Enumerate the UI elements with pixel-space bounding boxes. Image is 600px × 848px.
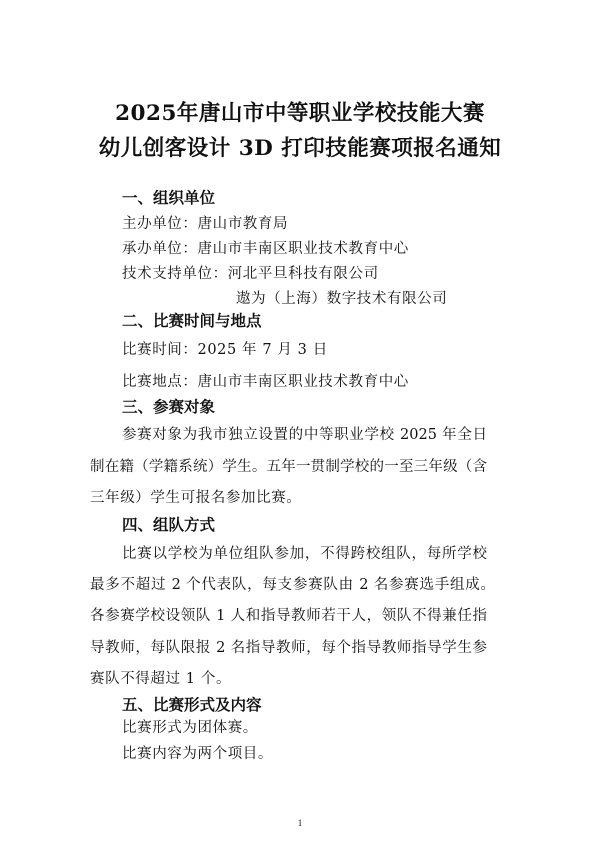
team-format-line-1: 比赛以学校为单位组队参加，不得跨校组队，每所学校 xyxy=(122,546,487,562)
competition-place: 比赛地点：唐山市丰南区职业技术教育中心 xyxy=(122,374,409,390)
participants-line-1: 参赛对象为我市独立设置的中等职业学校 2025 年全日 xyxy=(122,427,487,443)
participants-line-3: 三年级）学生可报名参加比赛。 xyxy=(90,490,302,506)
host-unit: 主办单位：唐山市教育局 xyxy=(122,216,289,232)
team-format-line-2: 最多不超过 2 个代表队，每支参赛队由 2 名参赛选手组成。 xyxy=(90,577,495,593)
tech-support-unit: 技术支持单位：河北平旦科技有限公司 xyxy=(122,266,379,282)
team-format-line-5: 赛队不得超过 1 个。 xyxy=(90,671,232,687)
form-line-2: 比赛内容为两个项目。 xyxy=(122,746,273,762)
section-heading-time-place: 二、比赛时间与地点 xyxy=(122,311,262,330)
competition-time: 比赛时间：2025 年 7 月 3 日 xyxy=(122,342,328,358)
section-heading-participants: 三、参赛对象 xyxy=(122,397,216,416)
organizer-unit: 承办单位：唐山市丰南区职业技术教育中心 xyxy=(122,241,409,257)
page-number: 1 xyxy=(297,818,303,828)
page-title-line1: 2025年唐山市中等职业学校技能大赛 xyxy=(115,101,485,126)
section-heading-organizers: 一、组织单位 xyxy=(122,188,216,207)
section-heading-team-format: 四、组队方式 xyxy=(122,515,216,534)
participants-line-2: 制在籍（学籍系统）学生。五年一贯制学校的一至三年级（含 xyxy=(90,459,487,475)
page-title-line2: 幼儿创客设计 3D 打印技能赛项报名通知 xyxy=(98,136,502,161)
team-format-line-3: 各参赛学校设领队 1 人和指导教师若干人，领队不得兼任指 xyxy=(90,608,487,624)
team-format-line-4: 导教师，每队限报 2 名指导教师，每个指导教师指导学生参 xyxy=(90,640,487,656)
section-heading-form-content: 五、比赛形式及内容 xyxy=(122,695,262,714)
tech-support-unit-2: 遨为（上海）数字技术有限公司 xyxy=(236,291,448,307)
form-line-1: 比赛形式为团体赛。 xyxy=(122,720,258,736)
